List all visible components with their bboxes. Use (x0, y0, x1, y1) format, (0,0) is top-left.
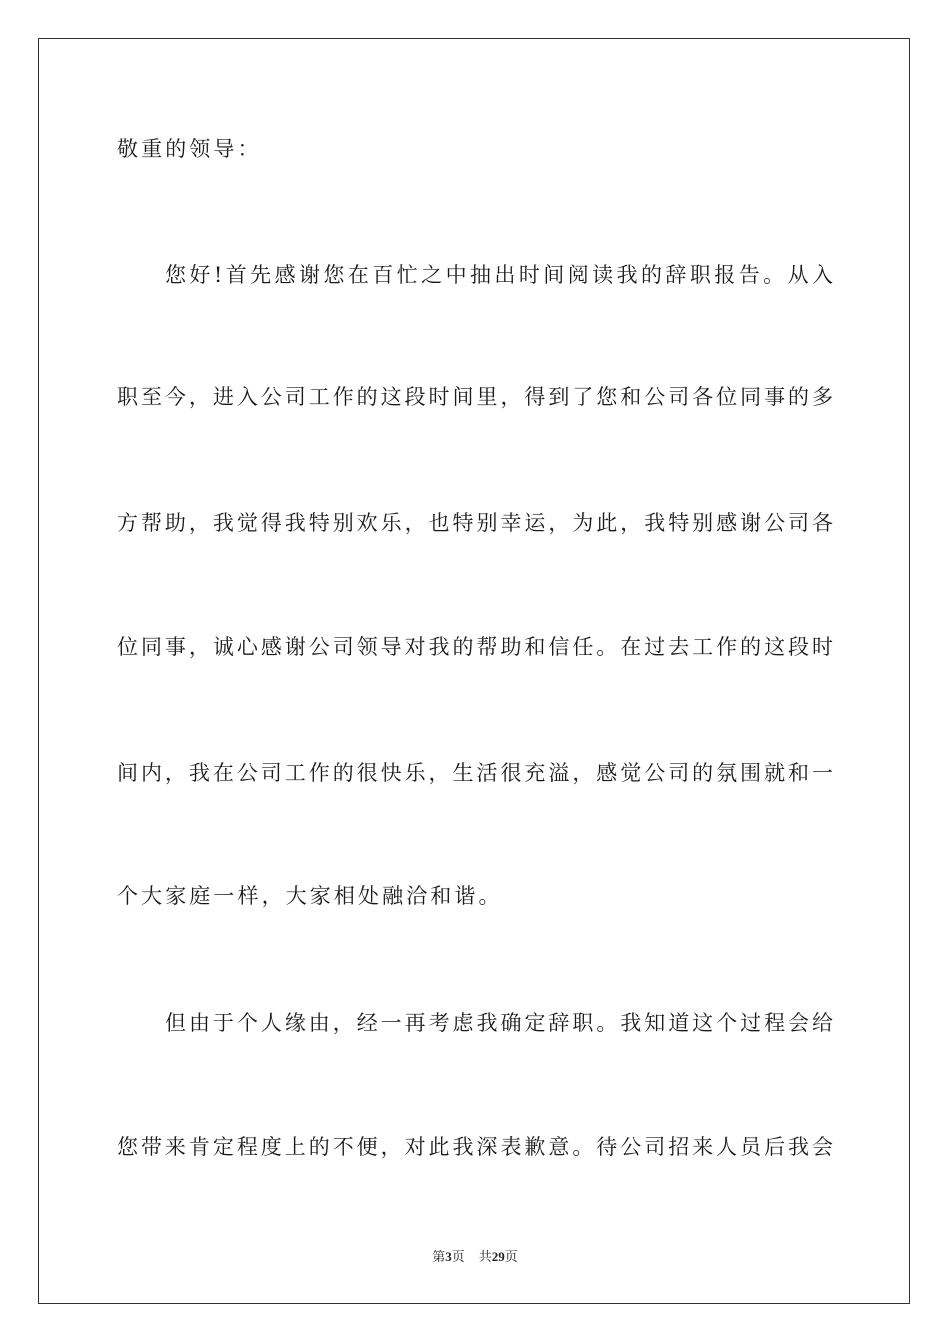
page-border (38, 38, 910, 1304)
paragraph-1-line-5: 间内，我在公司工作的很快乐，生活很充溢，感觉公司的氛围就和一 (117, 761, 833, 785)
salutation: 敬重的领导： (117, 137, 262, 161)
page-suffix: 页 (451, 1250, 465, 1265)
paragraph-1-line-6: 个大家庭一样，大家相处融洽和谐。 (117, 884, 503, 908)
paragraph-1-line-1: 您好!首先感谢您在百忙之中抽出时间阅读我的辞职报告。从入 (165, 263, 833, 287)
paragraph-2-line-2: 您带来肯定程度上的不便，对此我深表歉意。待公司招来人员后我会 (117, 1135, 833, 1159)
paragraph-1-line-3: 方帮助，我觉得我特别欢乐，也特别幸运，为此，我特别感谢公司各 (117, 511, 833, 535)
total-page-count: 29 (491, 1249, 505, 1264)
paragraph-1-line-4: 位同事，诚心感谢公司领导对我的帮助和信任。在过去工作的这段时 (117, 635, 833, 659)
paragraph-1-line-2: 职至今，进入公司工作的这段时间里，得到了您和公司各位同事的多 (117, 385, 833, 409)
total-prefix: 共 (478, 1250, 492, 1265)
page-prefix: 第 (432, 1250, 446, 1265)
current-page-number: 3 (445, 1249, 452, 1264)
total-suffix: 页 (504, 1250, 518, 1265)
page-footer (0, 1249, 950, 1266)
paragraph-2-line-1: 但由于个人缘由，经一再考虑我确定辞职。我知道这个过程会给 (165, 1011, 833, 1035)
